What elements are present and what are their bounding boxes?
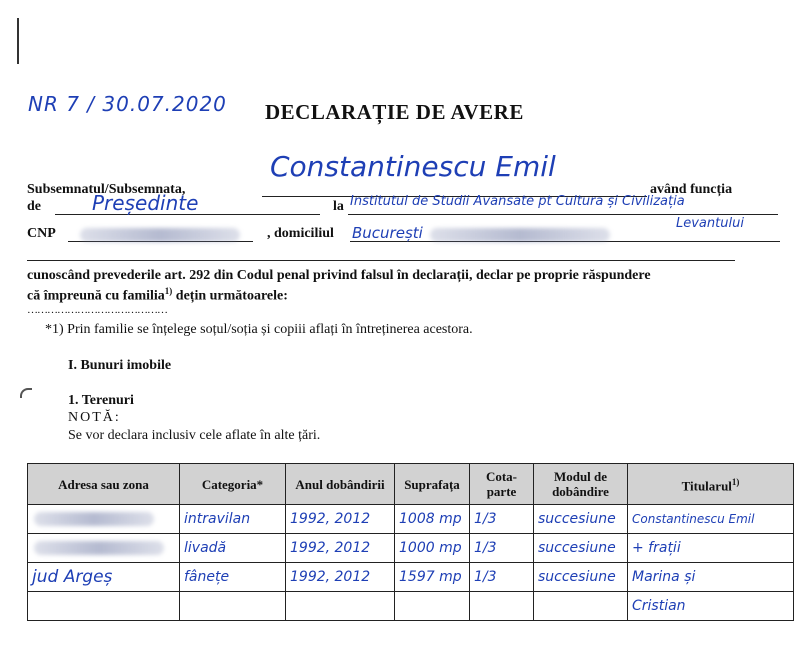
section-title: I. Bunuri imobile (68, 358, 172, 373)
table-row (28, 592, 794, 621)
cell-modul: succesiune (534, 563, 628, 592)
cell-titular: Constantinescu Emil (628, 505, 794, 534)
cell-suprafata (395, 592, 470, 621)
cnp-redacted (80, 228, 240, 242)
cell-suprafata: 1008 mp (395, 505, 470, 534)
stray-mark (20, 388, 32, 398)
statement-line-1: cunoscând prevederile art. 292 din Codul penal privind falsul în declarații, declar pe proprie răspundere (27, 268, 651, 283)
adresa-redacted (34, 541, 164, 555)
functie-value: Președinte (92, 191, 199, 215)
header-suprafata: Suprafața (395, 464, 470, 505)
cell-titular: + frații (628, 534, 794, 563)
statement-line-2 (27, 286, 288, 305)
footnote: *1) Prin familie se înțelege soțul/soția și copiii aflați în întreținerea acestora. (45, 322, 473, 337)
cell-categoria (180, 592, 286, 621)
cell-anul: 1992, 2012 (286, 563, 395, 592)
header-titularul-text: Titularul (681, 478, 732, 494)
table-row (28, 563, 794, 592)
cell-suprafata: 1597 mp (395, 563, 470, 592)
cell-categoria: intravilan (180, 505, 286, 534)
cell-cota: 1/3 (470, 505, 534, 534)
cell-adresa (28, 505, 180, 534)
header-titularul (628, 464, 794, 505)
institutie-line (348, 214, 778, 215)
cell-modul (534, 592, 628, 621)
header-adresa: Adresa sau zona (28, 464, 180, 505)
header-cota: Cota-parte (470, 464, 534, 505)
address-line-2 (27, 260, 735, 261)
header-modul: Modul de dobândire (534, 464, 628, 505)
nota-text: Se vor declara inclusiv cele aflate în alte țări. (68, 428, 321, 443)
cell-categoria: fânețe (180, 563, 286, 592)
domiciliul-label: , domiciliul (267, 226, 334, 241)
subsemnatul-label: Subsemnatul/Subsemnata, (27, 182, 186, 197)
cell-modul: succesiune (534, 534, 628, 563)
cell-titular: Cristian (628, 592, 794, 621)
statement-footnote-ref: 1) (164, 286, 173, 296)
table-row (28, 534, 794, 563)
adresa-redacted (34, 512, 154, 526)
cell-cota: 1/3 (470, 534, 534, 563)
dotted-separator: …………………………………… (27, 304, 167, 316)
cell-adresa: jud Argeș (28, 563, 180, 592)
avand-functia-label: având funcția (650, 182, 733, 197)
table-row (28, 505, 794, 534)
cell-cota (470, 592, 534, 621)
institutie-value-2: Levantului (676, 216, 744, 231)
document-title: DECLARAȚIE DE AVERE (265, 100, 524, 124)
statement-line-2-pre: că împreună cu familia (27, 288, 165, 304)
cell-anul: 1992, 2012 (286, 534, 395, 563)
nota-label: NOTĂ: (68, 410, 121, 425)
terenuri-table (27, 463, 794, 621)
cell-categoria: livadă (180, 534, 286, 563)
header-titularul-sup: 1) (731, 476, 740, 487)
cell-anul: 1992, 2012 (286, 505, 395, 534)
cell-adresa (28, 592, 180, 621)
statement-line-2-post: dețin următoarele: (172, 288, 288, 304)
cell-anul (286, 592, 395, 621)
subsection-title: 1. Terenuri (68, 393, 134, 408)
institutie-value: Institutul de Studii Avansate pt Cultura și Civilizația (350, 194, 685, 209)
la-label: la (333, 199, 344, 214)
cnp-label: CNP (27, 226, 56, 241)
de-label: de (27, 199, 41, 214)
header-anul: Anul dobândirii (286, 464, 395, 505)
margin-mark (17, 18, 19, 64)
cell-modul: succesiune (534, 505, 628, 534)
cell-suprafata: 1000 mp (395, 534, 470, 563)
table-header-row (28, 464, 794, 505)
cell-titular: Marina și (628, 563, 794, 592)
registration-number: NR 7 / 30.07.2020 (28, 92, 227, 116)
declarant-name: Constantinescu Emil (270, 150, 556, 183)
cell-adresa (28, 534, 180, 563)
header-categoria: Categoria* (180, 464, 286, 505)
domiciliu-value: București (352, 224, 423, 242)
address-redacted (430, 228, 610, 242)
cell-cota: 1/3 (470, 563, 534, 592)
